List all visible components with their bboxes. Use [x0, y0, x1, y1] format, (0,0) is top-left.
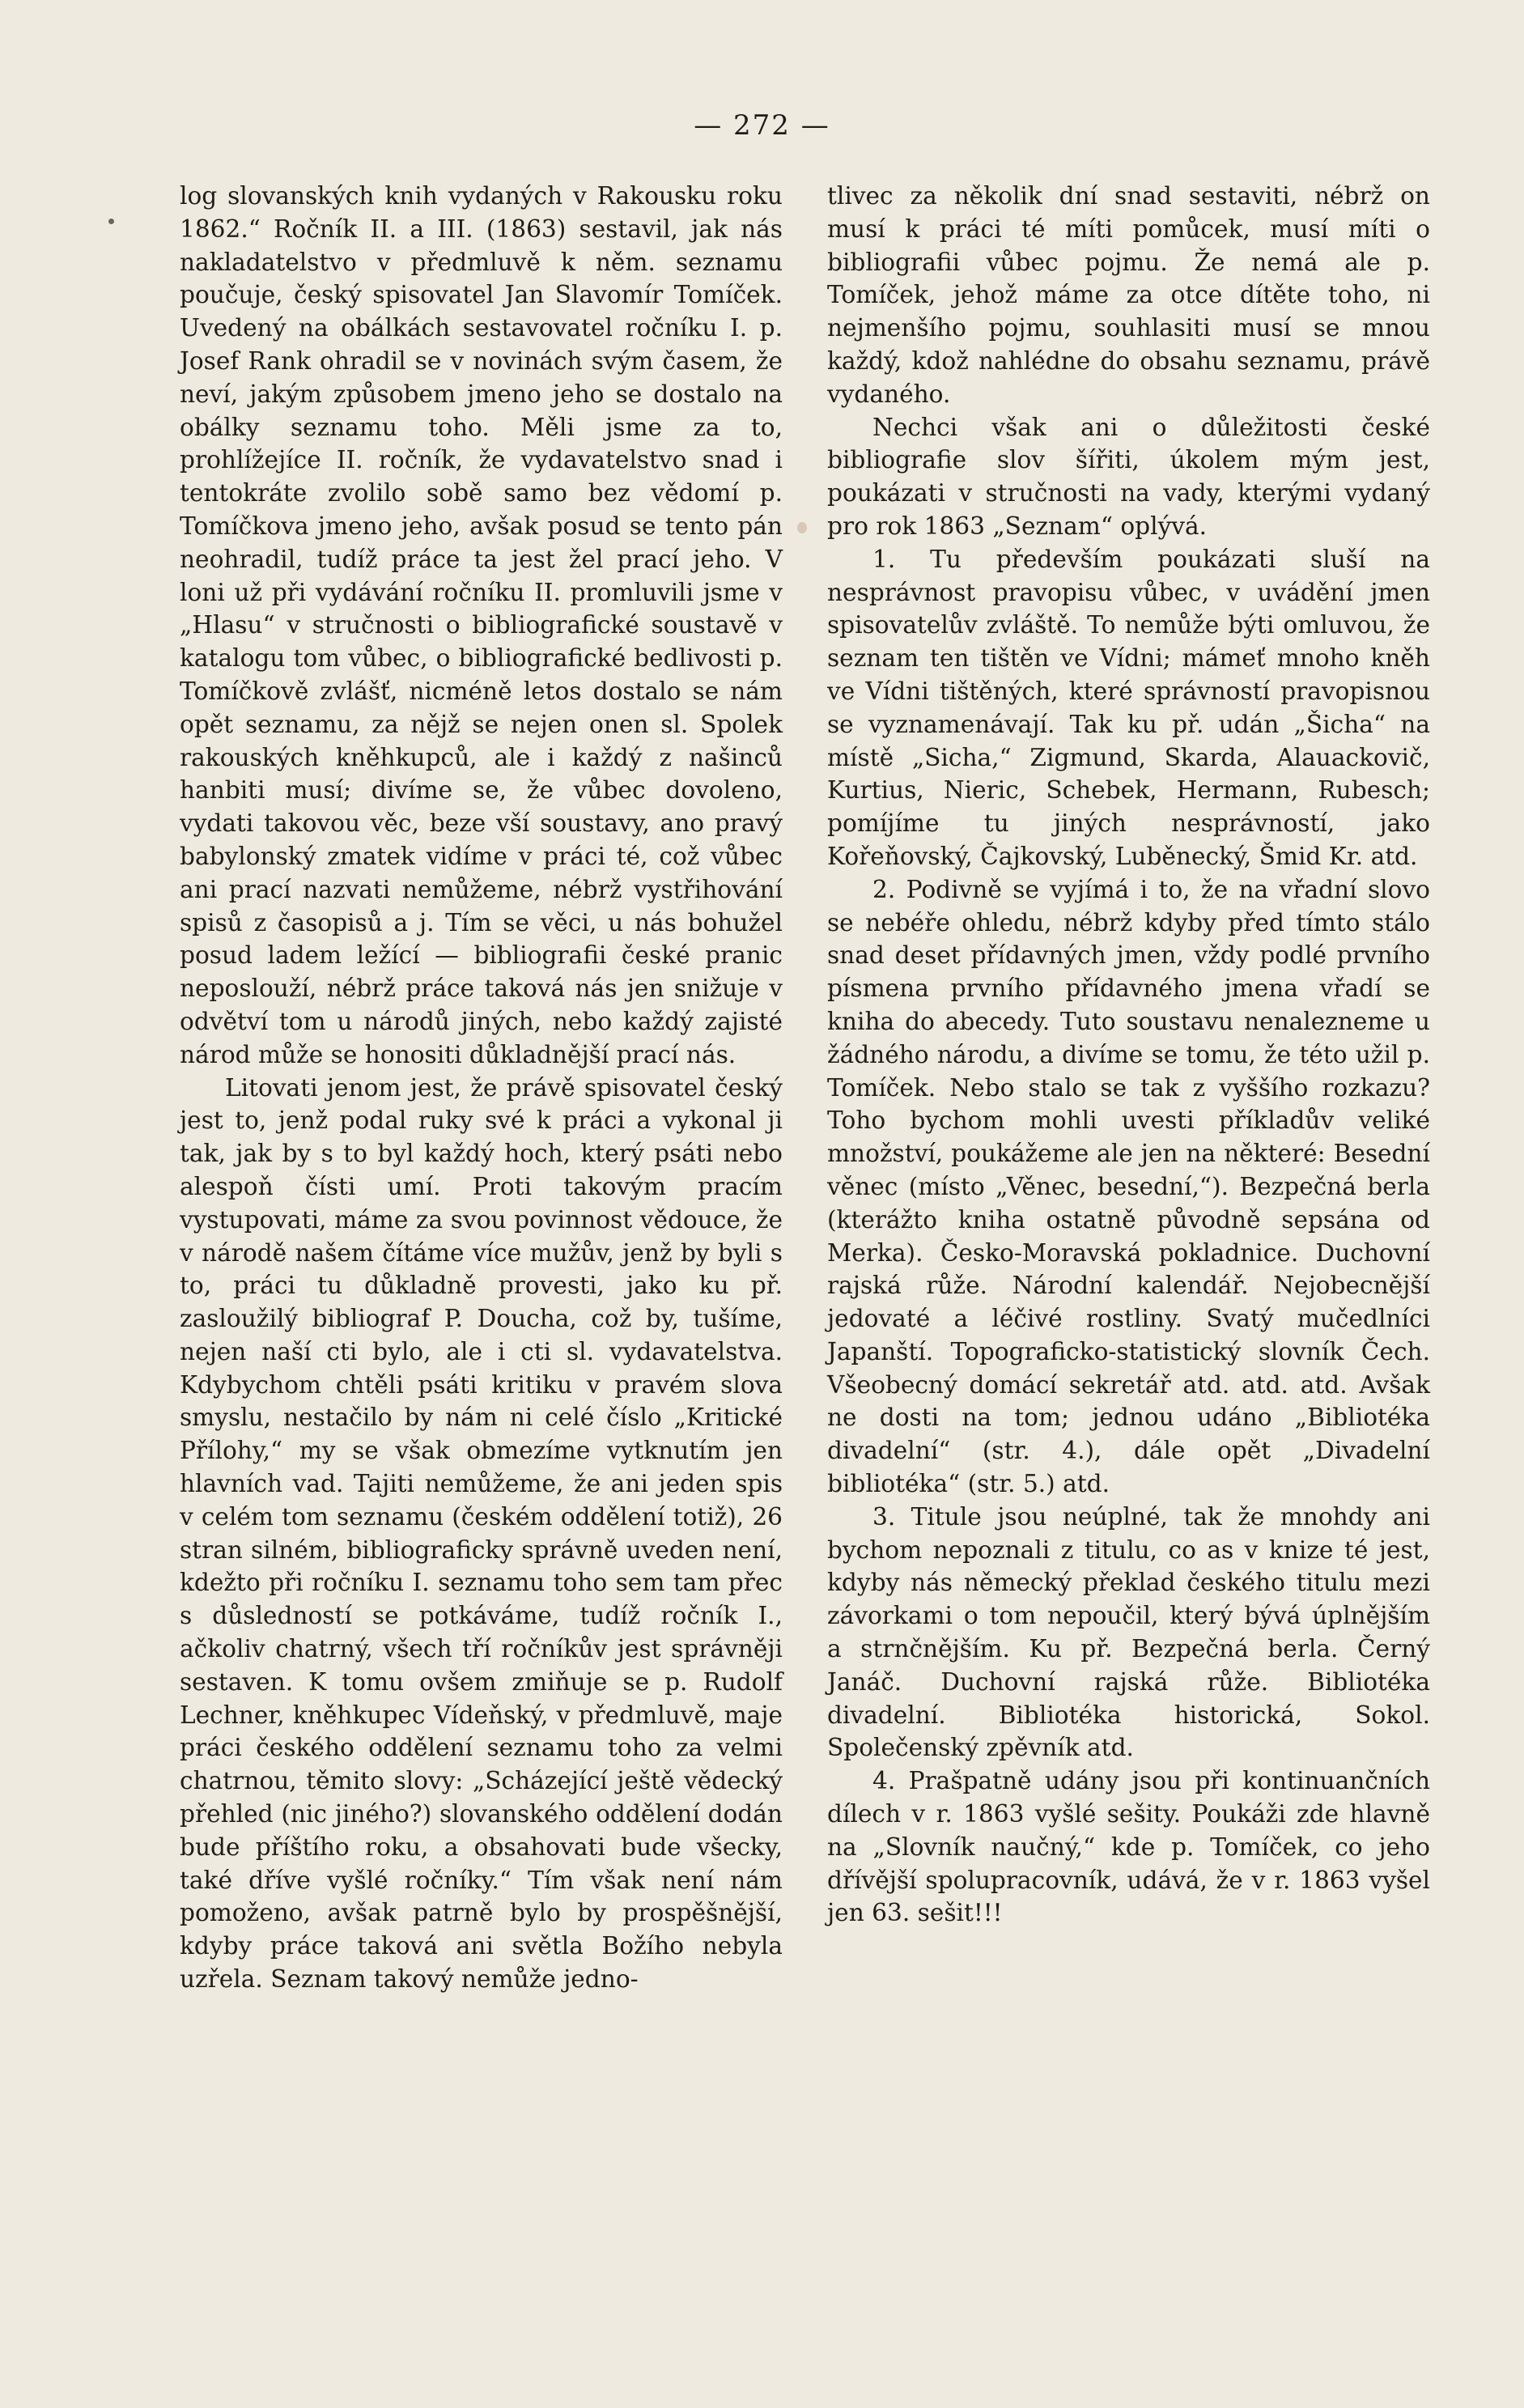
page-number: — 272 — — [694, 109, 830, 142]
paragraph: 2. Podivně se vyjímá i to, že na vřadní slovo se nebéře ohledu, nébrž kdyby před tímto stálo snad deset přídavných jmen, vždy podlé prvního písmena prvního přídavného jmena vřadí se kniha do abecedy. Tuto soustavu nenalezneme u žádného národu, a divíme se tomu, že této užil p. Tomíček. Nebo stalo se tak z vyššího rozkazu? Toho bychom mohli uvesti příkladův veliké množství, poukážeme ale jen na některé: Besední věnec (místo „Věnec, besední,“). Bezpečná berla (kterážto kniha ostatně původně sepsána od Merka). Česko-Moravská pokladnice. Duchovní rajská růže. Národní kalendář. Nejobecnější jedovaté a léčivé rostliny. Svatý mučedlníci Japanští. Topograficko-statistický slovník Čech. Všeobecný domácí sekretář atd. atd. atd. Avšak ne dosti na tom; jednou udáno „Bibliotéka divadelní“ (str. 4.), dále opět „Divadelní bibliotéka“ (str. 5.) atd. — [827, 875, 1430, 1498]
paragraph: Litovati jenom jest, že právě spisovatel český jest to, jenž podal ruky své k práci a vykonal ji tak, jak by s to byl každý hoch, který psáti nebo alespoň čísti umí. Proti takovým pracím vystupovati, máme za svou povinnost vědouce, že v národě našem čítáme více mužův, jenž by byli s to, práci tu důkladně provesti, jako ku př. zasloužilý bibliograf P. Doucha, což by, tušíme, nejen naší cti bylo, ale i cti sl. vydavatelstva. Kdybychom chtěli psáti kritiku v pravém slova smyslu, nestačilo by nám ni celé číslo „Kritické Přílohy,“ my se však obmezíme vytknutím jen hlavních vad. Tajiti nemůžeme, že ani jeden spis v celém tom seznamu (českém oddělení totiž), 26 stran silném, bibliograficky správně uveden není, kdežto při ročníku I. seznamu toho sem tam přec s důsledností se potkáváme, tudíž ročník I., ačkoliv chatrný, všech tří ročníkův jest správněji sestaven. K tomu ovšem zmiňuje se p. Rudolf Lechner, kněhkupec Vídeňský, v předmluvě, maje práci českého oddělení seznamu toho za velmi chatrnou, těmito slovy: „Scházející ještě vědecký přehled (nic jiného?) slovanského oddělení dodán bude příštího roku, a obsahovati bude všecky, také dříve vyšlé ročníky.“ Tím však není nám pomoženo, avšak patrně bylo by prospěšnější, kdyby práce taková ani světla Božího nebyla uzřela. Seznam takový nemůže jedno- — [180, 1073, 783, 1994]
paragraph: Nechci však ani o důležitosti české bibliografie slov šířiti, úkolem mým jest, poukázati v stručnosti na vady, kterými vydaný pro rok 1863 „Seznam“ oplývá. — [827, 413, 1430, 540]
paragraph: 3. Titule jsou neúplné, tak že mnohdy ani bychom nepoznali z titulu, co as v knize té jest, kdyby nás německý překlad českého titulu mezi závorkami o tom nepoučil, který bývá úplnějším a strnčnějším. Ku př. Bezpečná berla. Černý Janáč. Duchovní rajská růže. Bibliotéka divadelní. Bibliotéka historická, Sokol. Společenský zpěvník atd. — [827, 1502, 1430, 1762]
paragraph: log slovanských knih vydaných v Rakousku roku 1862.“ Ročník II. a III. (1863) sestavil, jak nás nakladatelstvo v předmluvě k něm. seznamu poučuje, český spisovatel Jan Slavomír Tomíček. Uvedený na obálkách sestavovatel ročníku I. p. Josef Rank ohradil se v novinách svým časem, že neví, jakým způsobem jmeno jeho se dostalo na obálky seznamu toho. Měli jsme za to, prohlížejíce II. ročník, že vydavatelstvo snad i tentokráte zvolilo sobě samo bez vědomí p. Tomíčkova jmeno jeho, avšak posud se tento pán neohradil, tudíž práce ta jest žel prací jeho. V loni už při vydávání ročníku II. promluvili jsme v „Hlasu“ v stručnosti o bibliografické soustavě v katalogu tom vůbec, o bibliografické bedlivosti p. Tomíčkově zvlášť, nicméně letos dostalo se nám opět seznamu, za nějž se nejen onen sl. Spolek rakouských kněhkupců, ale i každý z našinců hanbiti musí; divíme se, že vůbec dovoleno, vydati takovou věc, beze vší soustavy, ano pravý babylonský zmatek vidíme v práci té, což vůbec ani prací nazvati nemůžeme, nébrž vystřihování spisů z časopisů a j. Tím se věci, u nás bohužel posud ladem ležící — bibliografii české pranic neposlouží, nébrž práce taková nás jen snižuje v odvětví tom u národů jiných, nebo každý zajisté národ může se honositi důkladnější prací nás. — [180, 182, 783, 1068]
left-column — [180, 180, 783, 1996]
paragraph: tlivec za několik dní snad sestaviti, nébrž on musí k práci té míti pomůcek, musí míti o bibliografii vůbec pojmu. Že nemá ale p. Tomíček, jehož máme za otce dítěte toho, ni nejmenšího pojmu, souhlasiti musí se mnou každý, kdož nahlédne do obsahu seznamu, právě vydaného. — [827, 182, 1430, 408]
paragraph: 1. Tu především poukázati sluší na nesprávnost pravopisu vůbec, v uvádění jmen spisovatelův zvláště. To nemůže býti omluvou, že seznam ten tištěn ve Vídni; mámeť mnoho kněh ve Vídni tištěných, které správností pravopisnou se vyznamenávají. Tak ku př. udán „Šicha“ na místě „Sicha,“ Zigmund, Skarda, Alauackovič, Kurtius, Nieric, Schebek, Hermann, Rubesch; pomíjíme tu jiných nesprávností, jako Kořeňovský, Čajkovský, Luběnecký, Šmid Kr. atd. — [827, 545, 1430, 870]
right-column — [827, 180, 1430, 1930]
paper-stain — [797, 522, 807, 533]
paragraph: 4. Prašpatně udány jsou při kontinuančních dílech v r. 1863 vyšlé sešity. Poukáži zde hlavně na „Slovník naučný,“ kde p. Tomíček, co jeho dřívější spolupracovník, udává, že v r. 1863 vyšel jen 63. sešit!!! — [827, 1767, 1430, 1927]
ink-dot — [108, 219, 114, 224]
